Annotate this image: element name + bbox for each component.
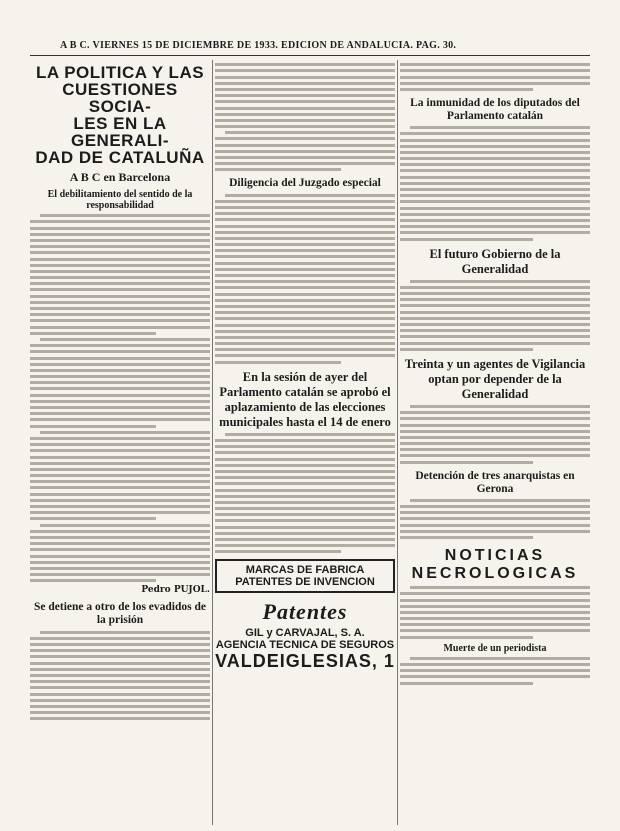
article-body [400,280,590,351]
ad-brand: Patentes [262,599,348,625]
column-2 [215,60,395,830]
main-headline [30,64,210,166]
article-body [30,214,210,582]
ad-line: PATENTES DE INVENCION [235,576,375,589]
article-body [215,194,395,364]
headline-line: DAD DE CATALUÑA [35,148,205,167]
story-headline: Muerte de un periodista [443,642,547,654]
article-body [400,657,590,685]
headline-line: LES EN LA GENERALI- [71,114,169,150]
story-headline: Se detiene a otro de los evadidos de la prisión [34,601,206,627]
ad-address: GIL y CARVAJAL, S. A. [245,627,365,640]
article-body [215,433,395,554]
section-title: A B C en Barcelona [69,170,171,184]
article-body [400,126,590,240]
article-body [400,63,590,91]
article-body [215,63,395,171]
page-header: A B C. VIERNES 15 DE DICIEMBRE DE 1933. EDICION DE ANDALUCIA. PAG. 30. [60,40,457,51]
headline-line: CUESTIONES SOCIA- [62,80,178,116]
ad-place: VALDEIGLESIAS, 1 [215,651,395,672]
subheadline: El debilitamiento del sentido de la responsabilidad [47,189,193,211]
ad-subtitle: AGENCIA TECNICA DE SEGUROS [215,639,395,652]
story-headline: El futuro Gobierno de la Generalidad [429,246,561,276]
column-3 [400,60,590,830]
story-headline: Treinta y un agentes de Vigilancia optan por depender de la Generalidad [404,356,586,401]
notices-line: NOTICIAS [444,546,546,564]
article-body [400,405,590,464]
column-divider-2 [397,60,398,825]
signature: Pedro PUJOL. [141,585,210,596]
story-headline: Detención de tres anarquistas en Gerona [415,469,575,495]
article-body [30,631,210,721]
header-rule [30,55,590,56]
article-body [400,499,590,539]
advertisement-trademarks [215,559,395,593]
story-headline: La inmunidad de los diputados del Parlamento catalán [410,96,580,122]
story-headline: Diligencia del Juzgado especial [229,177,381,190]
headline-line: LA POLITICA Y LAS [35,63,205,82]
ad-line: MARCAS DE FABRICA [245,564,365,577]
notices-line: NECROLOGICAS [411,564,579,582]
column-1 [30,60,210,830]
story-headline: En la sesión de ayer del Parlamento catalán se aprobó el aplazamiento de las elecciones municipales hasta el 14 de enero [219,369,391,429]
column-divider-1 [212,60,213,825]
article-body [400,586,590,639]
notices-title [400,547,590,583]
